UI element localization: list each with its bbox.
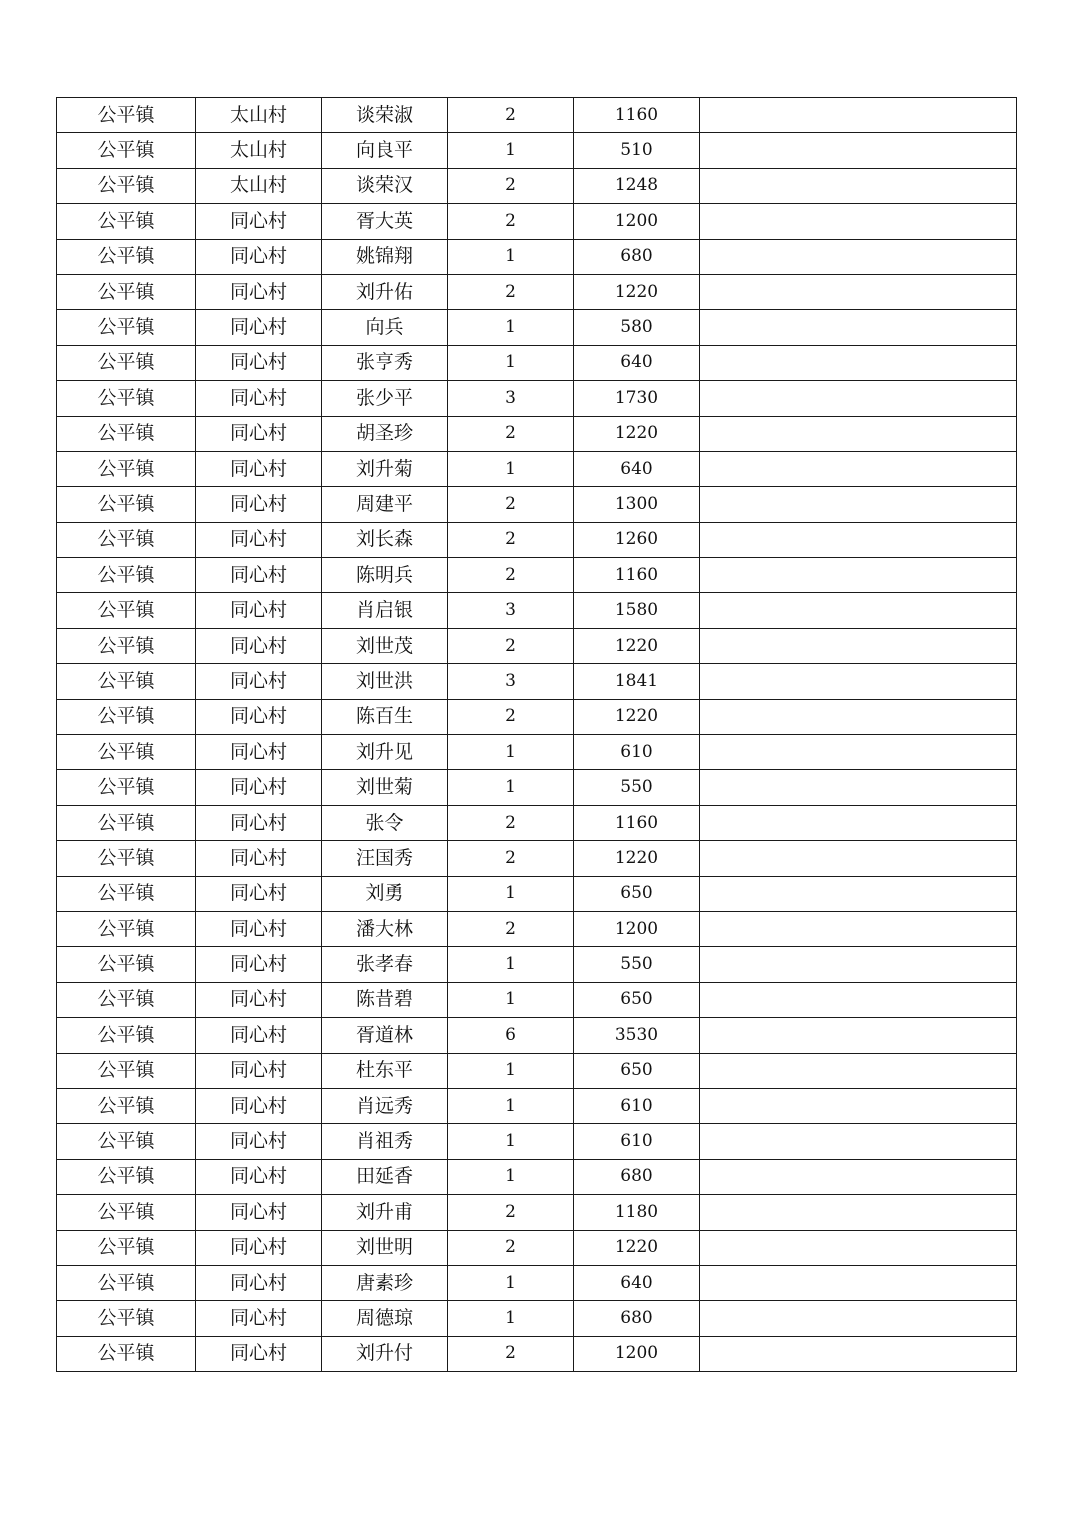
amount-cell: 610 xyxy=(574,1088,700,1123)
village-cell: 同心村 xyxy=(196,876,322,911)
household-count-cell: 2 xyxy=(448,204,574,239)
household-count-cell: 1 xyxy=(448,1159,574,1194)
household-count-cell: 2 xyxy=(448,274,574,309)
table-row xyxy=(57,805,1017,840)
table-row xyxy=(57,1159,1017,1194)
table-row xyxy=(57,487,1017,522)
household-count-cell: 2 xyxy=(448,487,574,522)
village-cell: 太山村 xyxy=(196,98,322,133)
table-row xyxy=(57,1230,1017,1265)
table-row xyxy=(57,416,1017,451)
village-cell: 同心村 xyxy=(196,911,322,946)
note-cell xyxy=(700,1088,1017,1123)
name-cell: 刘世明 xyxy=(322,1230,448,1265)
household-count-cell: 2 xyxy=(448,558,574,593)
name-cell: 刘世洪 xyxy=(322,664,448,699)
town-cell: 公平镇 xyxy=(57,593,196,628)
note-cell xyxy=(700,982,1017,1017)
town-cell: 公平镇 xyxy=(57,1230,196,1265)
village-cell: 同心村 xyxy=(196,770,322,805)
amount-cell: 550 xyxy=(574,947,700,982)
note-cell xyxy=(700,98,1017,133)
name-cell: 刘长森 xyxy=(322,522,448,557)
town-cell: 公平镇 xyxy=(57,345,196,380)
amount-cell: 1220 xyxy=(574,1230,700,1265)
village-cell: 同心村 xyxy=(196,1053,322,1088)
village-cell: 同心村 xyxy=(196,735,322,770)
amount-cell: 1220 xyxy=(574,274,700,309)
amount-cell: 510 xyxy=(574,133,700,168)
village-cell: 同心村 xyxy=(196,239,322,274)
village-cell: 同心村 xyxy=(196,204,322,239)
household-count-cell: 2 xyxy=(448,1336,574,1371)
amount-cell: 1220 xyxy=(574,628,700,663)
household-count-cell: 1 xyxy=(448,876,574,911)
town-cell: 公平镇 xyxy=(57,381,196,416)
name-cell: 张少平 xyxy=(322,381,448,416)
amount-cell: 3530 xyxy=(574,1018,700,1053)
amount-cell: 610 xyxy=(574,735,700,770)
town-cell: 公平镇 xyxy=(57,416,196,451)
town-cell: 公平镇 xyxy=(57,1124,196,1159)
table-row xyxy=(57,168,1017,203)
table-row xyxy=(57,735,1017,770)
household-count-cell: 2 xyxy=(448,98,574,133)
household-count-cell: 3 xyxy=(448,593,574,628)
town-cell: 公平镇 xyxy=(57,805,196,840)
name-cell: 刘升付 xyxy=(322,1336,448,1371)
note-cell xyxy=(700,1018,1017,1053)
note-cell xyxy=(700,841,1017,876)
village-cell: 同心村 xyxy=(196,1230,322,1265)
note-cell xyxy=(700,628,1017,663)
name-cell: 刘世菊 xyxy=(322,770,448,805)
town-cell: 公平镇 xyxy=(57,522,196,557)
household-count-cell: 1 xyxy=(448,451,574,486)
town-cell: 公平镇 xyxy=(57,770,196,805)
note-cell xyxy=(700,593,1017,628)
name-cell: 唐素珍 xyxy=(322,1265,448,1300)
household-count-cell: 1 xyxy=(448,310,574,345)
name-cell: 杜东平 xyxy=(322,1053,448,1088)
household-count-cell: 2 xyxy=(448,841,574,876)
village-cell: 同心村 xyxy=(196,947,322,982)
household-count-cell: 6 xyxy=(448,1018,574,1053)
town-cell: 公平镇 xyxy=(57,168,196,203)
town-cell: 公平镇 xyxy=(57,841,196,876)
household-count-cell: 1 xyxy=(448,735,574,770)
village-cell: 太山村 xyxy=(196,168,322,203)
household-count-cell: 1 xyxy=(448,133,574,168)
amount-cell: 580 xyxy=(574,310,700,345)
name-cell: 张亨秀 xyxy=(322,345,448,380)
village-cell: 同心村 xyxy=(196,487,322,522)
name-cell: 刘世茂 xyxy=(322,628,448,663)
amount-cell: 650 xyxy=(574,1053,700,1088)
amount-cell: 680 xyxy=(574,1301,700,1336)
note-cell xyxy=(700,1265,1017,1300)
amount-cell: 1200 xyxy=(574,1336,700,1371)
table-row xyxy=(57,699,1017,734)
village-cell: 同心村 xyxy=(196,1088,322,1123)
note-cell xyxy=(700,1301,1017,1336)
amount-cell: 1248 xyxy=(574,168,700,203)
table-row xyxy=(57,133,1017,168)
name-cell: 陈明兵 xyxy=(322,558,448,593)
town-cell: 公平镇 xyxy=(57,911,196,946)
name-cell: 陈昔碧 xyxy=(322,982,448,1017)
note-cell xyxy=(700,947,1017,982)
roster-table xyxy=(56,97,1017,1372)
town-cell: 公平镇 xyxy=(57,876,196,911)
town-cell: 公平镇 xyxy=(57,664,196,699)
note-cell xyxy=(700,1159,1017,1194)
town-cell: 公平镇 xyxy=(57,487,196,522)
town-cell: 公平镇 xyxy=(57,947,196,982)
household-count-cell: 1 xyxy=(448,1301,574,1336)
note-cell xyxy=(700,522,1017,557)
village-cell: 同心村 xyxy=(196,1301,322,1336)
table-row xyxy=(57,451,1017,486)
village-cell: 同心村 xyxy=(196,522,322,557)
village-cell: 同心村 xyxy=(196,628,322,663)
amount-cell: 1200 xyxy=(574,911,700,946)
village-cell: 同心村 xyxy=(196,558,322,593)
note-cell xyxy=(700,1195,1017,1230)
name-cell: 谈荣淑 xyxy=(322,98,448,133)
village-cell: 同心村 xyxy=(196,982,322,1017)
name-cell: 刘升见 xyxy=(322,735,448,770)
name-cell: 汪国秀 xyxy=(322,841,448,876)
household-count-cell: 1 xyxy=(448,1053,574,1088)
amount-cell: 1180 xyxy=(574,1195,700,1230)
household-count-cell: 3 xyxy=(448,664,574,699)
table-row xyxy=(57,664,1017,699)
amount-cell: 650 xyxy=(574,876,700,911)
household-count-cell: 1 xyxy=(448,770,574,805)
table-row xyxy=(57,204,1017,239)
amount-cell: 680 xyxy=(574,1159,700,1194)
village-cell: 同心村 xyxy=(196,1159,322,1194)
note-cell xyxy=(700,274,1017,309)
amount-cell: 1220 xyxy=(574,841,700,876)
note-cell xyxy=(700,805,1017,840)
table-row xyxy=(57,628,1017,663)
household-count-cell: 2 xyxy=(448,805,574,840)
table-row xyxy=(57,947,1017,982)
name-cell: 向良平 xyxy=(322,133,448,168)
household-count-cell: 2 xyxy=(448,1195,574,1230)
note-cell xyxy=(700,1230,1017,1265)
note-cell xyxy=(700,239,1017,274)
note-cell xyxy=(700,345,1017,380)
amount-cell: 640 xyxy=(574,1265,700,1300)
name-cell: 刘勇 xyxy=(322,876,448,911)
amount-cell: 1300 xyxy=(574,487,700,522)
name-cell: 向兵 xyxy=(322,310,448,345)
name-cell: 肖启银 xyxy=(322,593,448,628)
note-cell xyxy=(700,451,1017,486)
amount-cell: 650 xyxy=(574,982,700,1017)
name-cell: 张孝春 xyxy=(322,947,448,982)
amount-cell: 1730 xyxy=(574,381,700,416)
amount-cell: 1220 xyxy=(574,416,700,451)
town-cell: 公平镇 xyxy=(57,98,196,133)
town-cell: 公平镇 xyxy=(57,274,196,309)
town-cell: 公平镇 xyxy=(57,558,196,593)
note-cell xyxy=(700,133,1017,168)
note-cell xyxy=(700,664,1017,699)
town-cell: 公平镇 xyxy=(57,451,196,486)
name-cell: 周建平 xyxy=(322,487,448,522)
table-row xyxy=(57,1124,1017,1159)
village-cell: 同心村 xyxy=(196,451,322,486)
table-row xyxy=(57,381,1017,416)
table-row xyxy=(57,1195,1017,1230)
name-cell: 胥大英 xyxy=(322,204,448,239)
household-count-cell: 1 xyxy=(448,1088,574,1123)
note-cell xyxy=(700,487,1017,522)
town-cell: 公平镇 xyxy=(57,1018,196,1053)
village-cell: 同心村 xyxy=(196,593,322,628)
village-cell: 同心村 xyxy=(196,1124,322,1159)
town-cell: 公平镇 xyxy=(57,1336,196,1371)
household-count-cell: 2 xyxy=(448,168,574,203)
amount-cell: 640 xyxy=(574,451,700,486)
town-cell: 公平镇 xyxy=(57,699,196,734)
roster-table-body xyxy=(57,98,1017,1372)
amount-cell: 1160 xyxy=(574,98,700,133)
town-cell: 公平镇 xyxy=(57,1088,196,1123)
table-row xyxy=(57,1301,1017,1336)
note-cell xyxy=(700,310,1017,345)
town-cell: 公平镇 xyxy=(57,1159,196,1194)
table-row xyxy=(57,98,1017,133)
household-count-cell: 1 xyxy=(448,1265,574,1300)
town-cell: 公平镇 xyxy=(57,1265,196,1300)
village-cell: 太山村 xyxy=(196,133,322,168)
table-row xyxy=(57,841,1017,876)
village-cell: 同心村 xyxy=(196,1336,322,1371)
town-cell: 公平镇 xyxy=(57,982,196,1017)
name-cell: 潘大林 xyxy=(322,911,448,946)
household-count-cell: 2 xyxy=(448,699,574,734)
note-cell xyxy=(700,735,1017,770)
town-cell: 公平镇 xyxy=(57,1053,196,1088)
note-cell xyxy=(700,381,1017,416)
name-cell: 胥道林 xyxy=(322,1018,448,1053)
table-row xyxy=(57,558,1017,593)
household-count-cell: 2 xyxy=(448,416,574,451)
name-cell: 田延香 xyxy=(322,1159,448,1194)
household-count-cell: 1 xyxy=(448,947,574,982)
table-row xyxy=(57,770,1017,805)
table-row xyxy=(57,1088,1017,1123)
household-count-cell: 2 xyxy=(448,1230,574,1265)
town-cell: 公平镇 xyxy=(57,628,196,663)
note-cell xyxy=(700,558,1017,593)
village-cell: 同心村 xyxy=(196,345,322,380)
village-cell: 同心村 xyxy=(196,310,322,345)
amount-cell: 680 xyxy=(574,239,700,274)
note-cell xyxy=(700,876,1017,911)
town-cell: 公平镇 xyxy=(57,735,196,770)
household-count-cell: 1 xyxy=(448,1124,574,1159)
town-cell: 公平镇 xyxy=(57,239,196,274)
name-cell: 陈百生 xyxy=(322,699,448,734)
table-row xyxy=(57,345,1017,380)
table-row xyxy=(57,310,1017,345)
name-cell: 刘升菊 xyxy=(322,451,448,486)
village-cell: 同心村 xyxy=(196,1195,322,1230)
household-count-cell: 1 xyxy=(448,982,574,1017)
table-row xyxy=(57,911,1017,946)
name-cell: 肖祖秀 xyxy=(322,1124,448,1159)
note-cell xyxy=(700,168,1017,203)
village-cell: 同心村 xyxy=(196,699,322,734)
note-cell xyxy=(700,204,1017,239)
village-cell: 同心村 xyxy=(196,841,322,876)
table-row xyxy=(57,1053,1017,1088)
village-cell: 同心村 xyxy=(196,664,322,699)
name-cell: 胡圣珍 xyxy=(322,416,448,451)
village-cell: 同心村 xyxy=(196,1018,322,1053)
note-cell xyxy=(700,1336,1017,1371)
amount-cell: 1260 xyxy=(574,522,700,557)
name-cell: 张令 xyxy=(322,805,448,840)
amount-cell: 1841 xyxy=(574,664,700,699)
town-cell: 公平镇 xyxy=(57,1301,196,1336)
village-cell: 同心村 xyxy=(196,274,322,309)
name-cell: 刘升佑 xyxy=(322,274,448,309)
table-row xyxy=(57,1336,1017,1371)
note-cell xyxy=(700,770,1017,805)
table-row xyxy=(57,982,1017,1017)
amount-cell: 1580 xyxy=(574,593,700,628)
household-count-cell: 3 xyxy=(448,381,574,416)
name-cell: 周德琼 xyxy=(322,1301,448,1336)
household-count-cell: 2 xyxy=(448,911,574,946)
note-cell xyxy=(700,1124,1017,1159)
town-cell: 公平镇 xyxy=(57,133,196,168)
table-row xyxy=(57,522,1017,557)
town-cell: 公平镇 xyxy=(57,310,196,345)
table-row xyxy=(57,274,1017,309)
name-cell: 姚锦翔 xyxy=(322,239,448,274)
note-cell xyxy=(700,911,1017,946)
note-cell xyxy=(700,416,1017,451)
village-cell: 同心村 xyxy=(196,416,322,451)
note-cell xyxy=(700,699,1017,734)
name-cell: 肖远秀 xyxy=(322,1088,448,1123)
household-count-cell: 1 xyxy=(448,345,574,380)
table-row xyxy=(57,1018,1017,1053)
town-cell: 公平镇 xyxy=(57,204,196,239)
table-row xyxy=(57,1265,1017,1300)
amount-cell: 610 xyxy=(574,1124,700,1159)
name-cell: 谈荣汉 xyxy=(322,168,448,203)
note-cell xyxy=(700,1053,1017,1088)
name-cell: 刘升甫 xyxy=(322,1195,448,1230)
amount-cell: 550 xyxy=(574,770,700,805)
village-cell: 同心村 xyxy=(196,381,322,416)
household-count-cell: 2 xyxy=(448,628,574,663)
village-cell: 同心村 xyxy=(196,805,322,840)
table-row xyxy=(57,239,1017,274)
table-row xyxy=(57,876,1017,911)
household-count-cell: 1 xyxy=(448,239,574,274)
village-cell: 同心村 xyxy=(196,1265,322,1300)
amount-cell: 640 xyxy=(574,345,700,380)
town-cell: 公平镇 xyxy=(57,1195,196,1230)
table-row xyxy=(57,593,1017,628)
amount-cell: 1220 xyxy=(574,699,700,734)
household-count-cell: 2 xyxy=(448,522,574,557)
amount-cell: 1200 xyxy=(574,204,700,239)
amount-cell: 1160 xyxy=(574,805,700,840)
amount-cell: 1160 xyxy=(574,558,700,593)
